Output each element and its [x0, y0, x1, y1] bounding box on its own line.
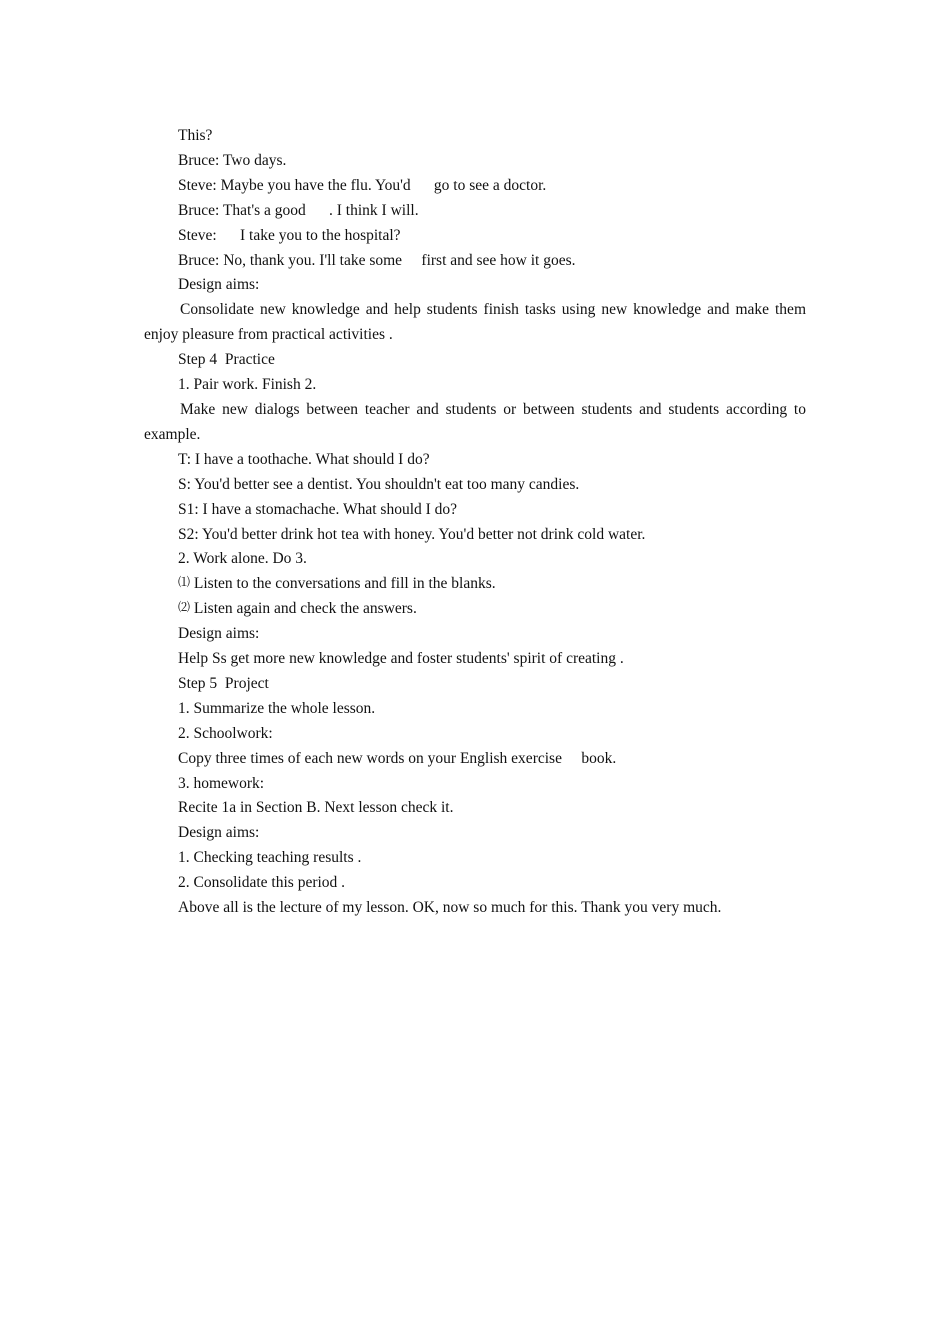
section-heading: Design aims:: [178, 276, 260, 294]
text-line: 1. Checking teaching results .: [178, 849, 362, 867]
section-heading: Design aims:: [178, 625, 260, 643]
text-line: 3. homework:: [178, 774, 265, 792]
dialog-line: S2: You'd better drink hot tea with honey. You'd better not drink cold water.: [178, 525, 646, 543]
text-line: Recite 1a in Section B. Next lesson check it.: [178, 799, 454, 817]
step-heading: Step 4 Practice: [178, 351, 275, 369]
paragraph: Consolidate new knowledge and help students finish tasks using new knowledge and make them enjoy pleasure from practical activities .: [144, 301, 806, 344]
dialog-line: T: I have a toothache. What should I do?: [178, 450, 430, 468]
closing-line: Above all is the lecture of my lesson. OK, now so much for this. Thank you very much.: [178, 899, 722, 917]
text-line: 1. Summarize the whole lesson.: [178, 699, 376, 717]
dialog-line: S1: I have a stomachache. What should I do?: [178, 500, 458, 518]
text-line: 2. Consolidate this period .: [178, 874, 346, 892]
item-text: Listen again and check the answers.: [190, 600, 417, 618]
step-heading: Step 5 Project: [178, 674, 269, 692]
document-body: [144, 124, 806, 921]
dialog-line: Bruce: Two days.: [178, 151, 287, 169]
list-item: [144, 572, 806, 597]
paragraph: Make new dialogs between teacher and students or between students and students according to example.: [144, 400, 806, 443]
item-number: ⑴: [178, 575, 191, 590]
dialog-line: Bruce: That's a good . I think I will.: [178, 201, 419, 219]
text-line: Copy three times of each new words on your English exercise book.: [178, 749, 617, 767]
text-line: 1. Pair work. Finish 2.: [178, 376, 317, 394]
text-line: Help Ss get more new knowledge and foster students' spirit of creating .: [178, 650, 624, 668]
section-heading: Design aims:: [178, 824, 260, 842]
text-line: 2. Schoolwork:: [178, 724, 273, 742]
text-line: This?: [178, 127, 213, 144]
dialog-line: Steve: I take you to the hospital?: [178, 226, 401, 244]
dialog-line: S: You'd better see a dentist. You shouldn't eat too many candies.: [178, 475, 580, 493]
dialog-line: Steve: Maybe you have the flu. You'd go to see a doctor.: [178, 176, 547, 194]
dialog-line: Bruce: No, thank you. I'll take some first and see how it goes.: [178, 251, 576, 269]
item-text: Listen to the conversations and fill in the blanks.: [190, 575, 496, 593]
list-item: [144, 597, 806, 622]
item-number: ⑵: [178, 600, 191, 615]
text-line: 2. Work alone. Do 3.: [178, 550, 307, 568]
